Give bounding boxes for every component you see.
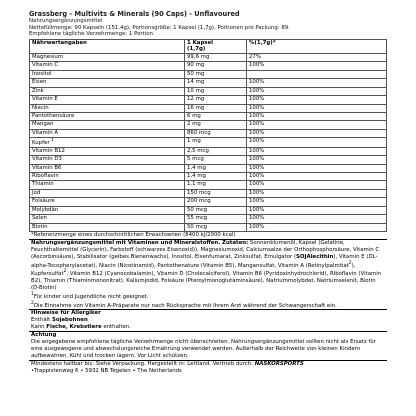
nutrient-name-text: Biotin [32, 223, 48, 230]
nutrient-amount: 1,1 mg [185, 181, 247, 189]
allergy-may-prefix: Kann [31, 324, 47, 331]
nutrient-percent: 100% [247, 87, 387, 95]
nutrient-amount: 2 mg [185, 121, 247, 129]
nutrient-name [30, 53, 185, 61]
nutrient-percent: 100% [247, 138, 387, 147]
ingredients-lead: Nahrungsergänzungsmittel mit Vitaminen und Mineralstoffen. [31, 240, 221, 247]
footnote-marker: 2 [31, 300, 34, 306]
table-row [30, 147, 387, 155]
nutrient-name-text: Selen [32, 215, 47, 222]
nutrient-name-text: Vitamin B6 [32, 164, 62, 171]
table-row [30, 104, 387, 112]
nutrient-amount: 55 mcg [185, 215, 247, 223]
warning-section [29, 332, 387, 361]
nutrient-name-text: Jod [32, 189, 41, 196]
nutrient-name [30, 104, 185, 112]
nutrient-amount: 860 mcg [185, 129, 247, 137]
column-header-percent: %(1,7g)* [247, 39, 387, 53]
allergy-heading: Hinweise für Allergiker [31, 310, 101, 317]
nutrition-table [29, 39, 387, 232]
nutrient-name-text: Thiamin [32, 181, 54, 188]
ingredients-section [29, 240, 387, 310]
nutrient-amount: 1,4 mg [185, 164, 247, 172]
nutrient-percent: 100% [247, 129, 387, 137]
product-category: Nahrungsergänzungsmittel [29, 18, 103, 24]
nutrient-percent: 100% [247, 173, 387, 181]
vitamin-a-note [31, 301, 385, 310]
nutrient-name-text: Vitamin B12 [32, 147, 65, 154]
warning-text: Die angegebene empfohlene tägliche Verzehrmenge nicht überschreiten. Nahrungsergänzungsmittel sollten nicht als Ersatz für eine ausgewogene und abwechslungsreiche Ernährung verwendet werden. Außerhalb der Reichweite von kleinen Kindern aufbewahren. Kühl und trocken lagern. Vor Licht schützen. [31, 338, 376, 359]
nutrient-amount: 50 mcg [185, 223, 247, 231]
nutrient-name [30, 87, 185, 95]
nutrient-amount: 5 mcg [185, 156, 247, 164]
footer-line-1-text: Mindestens haltbar bis: Siehe Verpackung. Hergestellt in: Lettland. Vertrieb durch: [31, 360, 255, 367]
warning-heading: Achtung [31, 332, 57, 339]
nutrient-percent: 100% [247, 62, 387, 70]
table-row [30, 96, 387, 104]
nutrient-name-text: Zink [32, 87, 44, 94]
nutrient-name [30, 62, 185, 70]
nutrient-percent: 100% [247, 121, 387, 129]
brand-name: NASKORSPORTS [254, 360, 304, 367]
ingredients-text-2: ), Vitamin E (DL-alpha-Tocopherylacetat), Niacin (Nicotinamid), Pantothenature (Vitamin B5), Mangansulfat, Vitamin A (Retinylpalmitat [31, 253, 378, 269]
allergy-section [29, 310, 387, 332]
nutrition-table-body [30, 53, 387, 231]
children-note [31, 292, 385, 301]
nutrient-name-text: Pantothensäure [32, 113, 75, 120]
nutrient-percent: 100% [247, 164, 387, 172]
nutrient-name [30, 147, 185, 155]
nutrient-name-text: Eisen [32, 79, 47, 86]
ingredients-text-4: , Vitamin B12 (Cyanocobalamin), Vitamin D (Cholecalciferol), Vitamin B6 (Pyridoxinhydrochlorid), Riboflavin (Vitamin B2), Thiamin (Thiaminmononitrat), Kaliumjodid, Folsäure (Pteroylmonoglutaminsäure), Natriummolybdat, Natriumselenit, Biotin (D-Biotin) [31, 271, 382, 292]
nutrient-name [30, 198, 185, 206]
nutrient-name [30, 129, 185, 137]
footer-line-1 [31, 361, 385, 368]
nutrient-name [30, 181, 185, 189]
allergen-soy: SOJAlecithin [296, 253, 334, 260]
nutrient-name [30, 121, 185, 129]
table-row [30, 164, 387, 172]
table-row [30, 206, 387, 214]
table-row [30, 70, 387, 78]
nutrient-amount: 99,6 mg [185, 53, 247, 61]
nutrient-name-text: Folsäure [32, 198, 55, 205]
nutrient-percent: 100% [247, 215, 387, 223]
nutrient-percent: 100% [247, 104, 387, 112]
nutrient-name [30, 138, 185, 147]
nutrient-amount: 50 mcg [185, 206, 247, 214]
nutrient-amount: 50 mg [185, 70, 247, 78]
table-row [30, 189, 387, 197]
nutrient-amount: 1 mg [185, 138, 247, 147]
table-row [30, 113, 387, 121]
allergy-contains-value: Sojabohnen [51, 317, 88, 324]
allergy-contains-prefix: Enthält [31, 317, 52, 324]
nutrient-percent: 100% [247, 113, 387, 121]
nutrient-name-text: Mangan [32, 121, 54, 128]
nutrient-name-text: Kupfer [32, 140, 50, 147]
nutrient-amount: 90 mg [185, 62, 247, 70]
column-header-per-capsule-line1: 1 Kapsel [187, 39, 214, 46]
nutrient-percent: 100% [247, 156, 387, 164]
table-row [30, 79, 387, 87]
allergy-may-value: Fische, Krebstiere [46, 324, 102, 331]
nutrient-name-text: Molybdän [32, 206, 59, 213]
nutrient-name-text: Vitamin A [32, 129, 59, 136]
nutrient-amount: 150 mcg [185, 189, 247, 197]
nutrient-percent: 100% [247, 79, 387, 87]
vitamin-a-note-text: Die Einnahme von Vitamin A-Präparate nur nach Rücksprache mit Ihrem Arzt während der Schwangerschaft ein. [33, 302, 337, 309]
nutrient-name-text: Riboflavin [32, 173, 59, 180]
column-header-per-capsule [185, 39, 247, 53]
footnote-marker: 2 [63, 269, 67, 275]
table-row [30, 129, 387, 137]
table-row [30, 121, 387, 129]
nutrition-header-row [30, 39, 387, 53]
footnote-marker: 1 [51, 138, 55, 144]
recommended-intake: Empfohlene tägliche Verzehrmenge: 1 Portion [29, 31, 153, 38]
nutrient-name [30, 113, 185, 121]
nutrient-percent: 27% [247, 53, 387, 61]
product-label [29, 10, 387, 375]
nutrient-name-text: Vitamin E [32, 96, 58, 103]
footer-line-2: •Trappistenweg 6 • 5932 NB Tegelen • The Netherlands [31, 367, 182, 374]
nutrient-name [30, 215, 185, 223]
allergy-contains [31, 317, 385, 324]
product-title: Grassberg - Multivits & Minerals (90 Caps) - Unflavoured [29, 10, 240, 18]
nutrient-name [30, 223, 185, 231]
nutrient-amount: 2,5 mcg [185, 147, 247, 155]
table-row [30, 156, 387, 164]
nutrient-amount: 10 mg [185, 87, 247, 95]
nutrient-name-text: Vitamin D3 [32, 156, 62, 163]
footer-section [29, 361, 387, 375]
nutrient-name [30, 206, 185, 214]
nutrient-name-text: Vitamin C [32, 62, 59, 69]
nutrient-amount: 14 mg [185, 79, 247, 87]
children-note-text: Für kinder und Jugendliche nicht geeignet. [33, 293, 149, 300]
nutrient-amount: 12 mg [185, 96, 247, 104]
nutrient-name-text: Inositol [32, 70, 52, 77]
nutrient-name [30, 156, 185, 164]
nutrient-name [30, 96, 185, 104]
nutrient-name [30, 164, 185, 172]
table-row [30, 87, 387, 95]
ingredients-text-3: ), Kupfersulfat [31, 262, 356, 278]
nutrient-amount: 6 mg [185, 113, 247, 121]
table-row [30, 198, 387, 206]
table-row [30, 223, 387, 231]
allergy-may-suffix: enthalten. [101, 324, 131, 331]
table-row [30, 138, 387, 147]
nutrient-percent: 100% [247, 206, 387, 214]
nutrient-percent: 100% [247, 96, 387, 104]
footnote-marker: 2 [348, 260, 352, 266]
footnote-marker: 1 [31, 291, 34, 297]
table-row [30, 53, 387, 61]
reference-footnote: *Referenzmenge eines durchschnittlichen Erwachsenen (8400 kJ/2000 kcal) [29, 232, 387, 240]
nutrient-amount: 16 mg [185, 104, 247, 112]
nutrient-name [30, 70, 185, 78]
nutrient-percent: 100% [247, 223, 387, 231]
nutrient-percent: 100% [247, 189, 387, 197]
table-row [30, 215, 387, 223]
ingredients-text-1: Sonnenblumenöl, Kapsel (Gelatine, Feuchthaltemittel (Glycerin), Farbstoff (schwarzes Eisenoxid)), Magnesiumoxid, Calciumsalze der Orthophosphorsäure, Vitamin C (Ascorbinsäure), Stabilisator (gelbes Bienenwachs), Inositol, Eisenfumarat, Zinksulfat, Emulgator ( [31, 240, 380, 260]
table-row [30, 181, 387, 189]
nutrient-name [30, 79, 185, 87]
nutrient-name [30, 189, 185, 197]
nutrient-percent: 100% [247, 198, 387, 206]
ingredients-label: Zutaten: [222, 240, 249, 247]
net-quantity: Nettofüllmenge: 90 Kapseln (151.4g), Portionsgröße: 1 Kapsel (1,7g), Portionen pro Packung: 89. [29, 24, 290, 31]
nutrient-percent [247, 70, 387, 78]
nutrient-name [30, 173, 185, 181]
column-header-per-capsule-line2: (1,7g) [187, 46, 206, 53]
allergy-may-contain [31, 324, 385, 331]
nutrient-amount: 200 mcg [185, 198, 247, 206]
nutrient-amount: 1,4 mg [185, 173, 247, 181]
table-row [30, 173, 387, 181]
nutrient-percent: 100% [247, 181, 387, 189]
nutrient-name-text: Niacin [32, 104, 49, 111]
column-header-nutrients: Nährwertangaben [30, 39, 185, 53]
table-row [30, 62, 387, 70]
nutrient-percent: 100% [247, 147, 387, 155]
nutrient-name-text: Magnesium [32, 53, 64, 60]
